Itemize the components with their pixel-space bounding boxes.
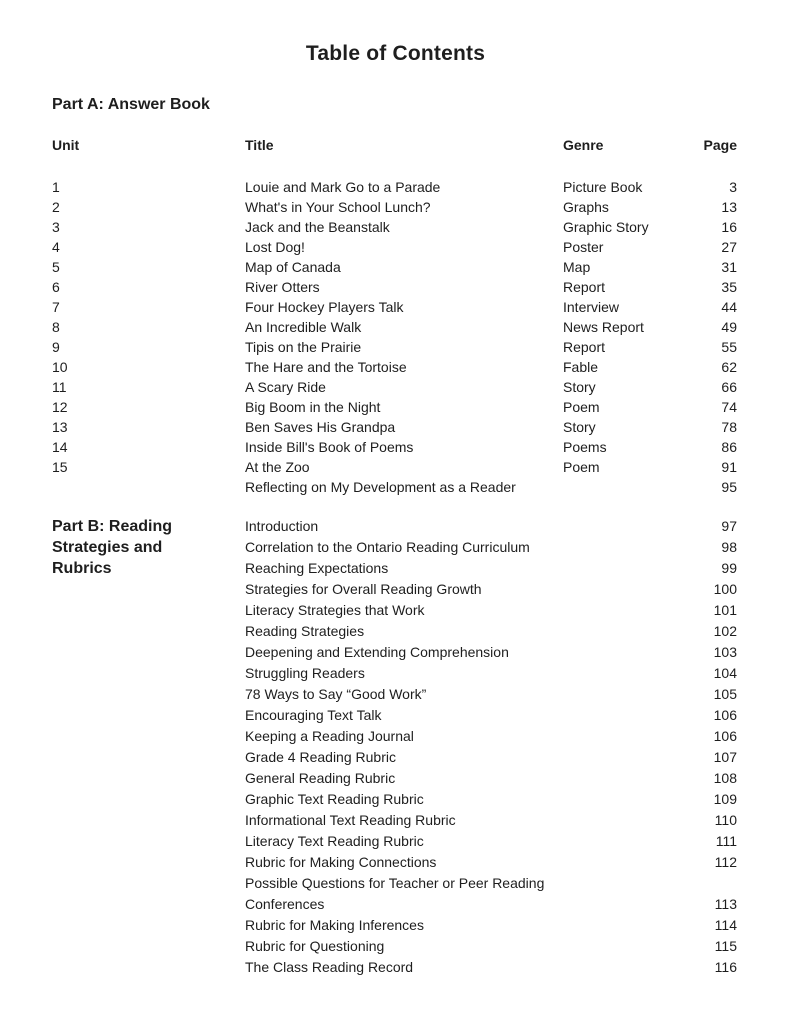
entry-page: 101 (713, 602, 737, 618)
row-page: 91 (721, 459, 737, 475)
part-b-heading (52, 516, 245, 579)
part-b-heading-text: Part B: Reading Strategies and Rubrics (52, 518, 173, 577)
row-page: 27 (721, 239, 737, 255)
entry-title: Deepening and Extending Comprehension (245, 644, 509, 660)
row-title: An Incredible Walk (245, 319, 362, 335)
table-row (52, 217, 737, 237)
row-genre: Poem (563, 459, 600, 475)
row-page: 44 (721, 299, 737, 315)
page-content (52, 95, 737, 978)
table-row (52, 477, 737, 497)
row-page: 86 (721, 439, 737, 455)
row-unit: 9 (52, 339, 60, 355)
row-page: 62 (721, 359, 737, 375)
entry-title: Rubric for Making Connections (245, 854, 437, 870)
row-title: River Otters (245, 279, 320, 295)
entry-page: 103 (713, 644, 737, 660)
row-page: 35 (721, 279, 737, 295)
entry-page: 112 (714, 854, 737, 870)
row-page: 78 (721, 419, 737, 435)
entry-page: 97 (721, 518, 737, 534)
list-item (245, 852, 737, 873)
row-title: What's in Your School Lunch? (245, 199, 431, 215)
row-unit: 8 (52, 319, 60, 335)
row-genre: Story (563, 379, 596, 395)
column-header-genre: Genre (563, 137, 604, 153)
row-page: 13 (721, 199, 737, 215)
entry-page: 102 (713, 623, 737, 639)
part-a-section (52, 95, 737, 497)
list-item (245, 705, 737, 726)
entry-title: Graphic Text Reading Rubric (245, 791, 424, 807)
row-title: The Hare and the Tortoise (245, 359, 407, 375)
entry-page: 99 (721, 560, 737, 576)
row-title: Inside Bill's Book of Poems (245, 439, 414, 455)
row-unit: 3 (52, 219, 60, 235)
entry-page: 98 (721, 539, 737, 555)
row-unit: 2 (52, 199, 60, 215)
row-title: Jack and the Beanstalk (245, 219, 390, 235)
list-item (245, 579, 737, 600)
row-genre: Map (563, 259, 591, 275)
table-row (52, 337, 737, 357)
entry-page: 105 (713, 686, 737, 702)
part-a-rows (52, 177, 737, 497)
row-unit: 5 (52, 259, 60, 275)
entry-page: 106 (713, 728, 737, 744)
part-b-entries (245, 516, 737, 978)
row-unit: 6 (52, 279, 60, 295)
row-genre: Graphs (563, 199, 609, 215)
list-item (245, 831, 737, 852)
row-unit: 11 (52, 379, 67, 395)
row-genre: Graphic Story (563, 219, 649, 235)
row-unit: 10 (52, 359, 68, 375)
entry-title: Rubric for Making Inferences (245, 917, 424, 933)
entry-page: 104 (713, 665, 737, 681)
table-row (52, 277, 737, 297)
list-item (245, 957, 737, 978)
list-item (245, 873, 737, 915)
row-title: Big Boom in the Night (245, 399, 381, 415)
table-row (52, 357, 737, 377)
entry-page: 115 (714, 938, 737, 954)
list-item (245, 810, 737, 831)
list-item (245, 768, 737, 789)
row-unit: 12 (52, 399, 68, 415)
row-title: Map of Canada (245, 259, 341, 275)
entry-title: The Class Reading Record (245, 959, 414, 975)
row-title: Four Hockey Players Talk (245, 299, 404, 315)
entry-page: 108 (713, 770, 737, 786)
row-title: Louie and Mark Go to a Parade (245, 179, 441, 195)
entry-page: 116 (714, 959, 737, 975)
part-a-column-headers (52, 135, 737, 155)
entry-title: Correlation to the Ontario Reading Curriculum (245, 539, 530, 555)
row-page: 95 (721, 479, 737, 495)
row-genre: Story (563, 419, 596, 435)
page-title: Table of Contents (305, 42, 486, 65)
row-title: Reflecting on My Development as a Reader (245, 479, 516, 495)
row-genre: Report (563, 339, 606, 355)
list-item (245, 747, 737, 768)
entry-title: Literacy Text Reading Rubric (245, 833, 424, 849)
entry-page: 107 (713, 749, 737, 765)
entry-title: Rubric for Questioning (245, 938, 385, 954)
part-b-section (52, 516, 737, 978)
entry-title: Reaching Expectations (245, 560, 389, 576)
list-item (245, 600, 737, 621)
row-title: At the Zoo (245, 459, 310, 475)
table-row (52, 437, 737, 457)
table-row (52, 317, 737, 337)
list-item (245, 537, 737, 558)
part-a-heading: Part A: Answer Book (52, 96, 210, 113)
list-item (245, 789, 737, 810)
entry-page: 113 (714, 896, 737, 912)
entry-page: 109 (713, 791, 737, 807)
list-item (245, 684, 737, 705)
row-page: 66 (721, 379, 737, 395)
row-title: Lost Dog! (245, 239, 305, 255)
table-row (52, 197, 737, 217)
entry-title: Reading Strategies (245, 623, 365, 639)
entry-title: Literacy Strategies that Work (245, 602, 425, 618)
entry-title: 78 Ways to Say “Good Work” (245, 686, 427, 702)
row-page: 31 (721, 259, 737, 275)
list-item (245, 663, 737, 684)
table-row (52, 297, 737, 317)
table-row (52, 457, 737, 477)
row-unit: 14 (52, 439, 68, 455)
row-page: 74 (721, 399, 737, 415)
table-row (52, 377, 737, 397)
row-unit: 13 (52, 419, 68, 435)
entry-title: Keeping a Reading Journal (245, 728, 414, 744)
row-page: 3 (729, 179, 737, 195)
entry-title: Encouraging Text Talk (245, 707, 382, 723)
row-unit: 4 (52, 239, 60, 255)
row-genre: Interview (563, 299, 620, 315)
entry-title: Possible Questions for Teacher or Peer Reading Conferences (245, 875, 545, 912)
table-row (52, 397, 737, 417)
entry-title: Strategies for Overall Reading Growth (245, 581, 482, 597)
row-title: Tipis on the Prairie (245, 339, 362, 355)
list-item (245, 621, 737, 642)
table-row (52, 177, 737, 197)
table-row (52, 257, 737, 277)
row-genre: News Report (563, 319, 644, 335)
table-row (52, 237, 737, 257)
row-genre: Picture Book (563, 179, 643, 195)
entry-title: Grade 4 Reading Rubric (245, 749, 396, 765)
list-item (245, 726, 737, 747)
entry-page: 106 (713, 707, 737, 723)
row-unit: 1 (52, 179, 60, 195)
entry-page: 114 (714, 917, 737, 933)
row-genre: Poster (563, 239, 604, 255)
list-item (245, 642, 737, 663)
column-header-page: Page (703, 137, 737, 153)
entry-title: Introduction (245, 518, 319, 534)
list-item (245, 936, 737, 957)
row-genre: Poems (563, 439, 607, 455)
table-row (52, 417, 737, 437)
row-genre: Report (563, 279, 606, 295)
row-page: 55 (721, 339, 737, 355)
entry-page: 100 (713, 581, 737, 597)
entry-page: 110 (714, 812, 737, 828)
row-title: Ben Saves His Grandpa (245, 419, 396, 435)
entry-title: Informational Text Reading Rubric (245, 812, 456, 828)
row-page: 16 (721, 219, 737, 235)
entry-title: General Reading Rubric (245, 770, 396, 786)
entry-page: 111 (715, 833, 737, 849)
entry-title: Struggling Readers (245, 665, 365, 681)
row-genre: Poem (563, 399, 600, 415)
row-unit: 7 (52, 299, 60, 315)
row-title: A Scary Ride (245, 379, 326, 395)
list-item (245, 516, 737, 537)
column-header-unit: Unit (52, 137, 80, 153)
list-item (245, 558, 737, 579)
list-item (245, 915, 737, 936)
row-page: 49 (721, 319, 737, 335)
row-genre: Fable (563, 359, 599, 375)
row-unit: 15 (52, 459, 68, 475)
column-header-title: Title (245, 137, 274, 153)
